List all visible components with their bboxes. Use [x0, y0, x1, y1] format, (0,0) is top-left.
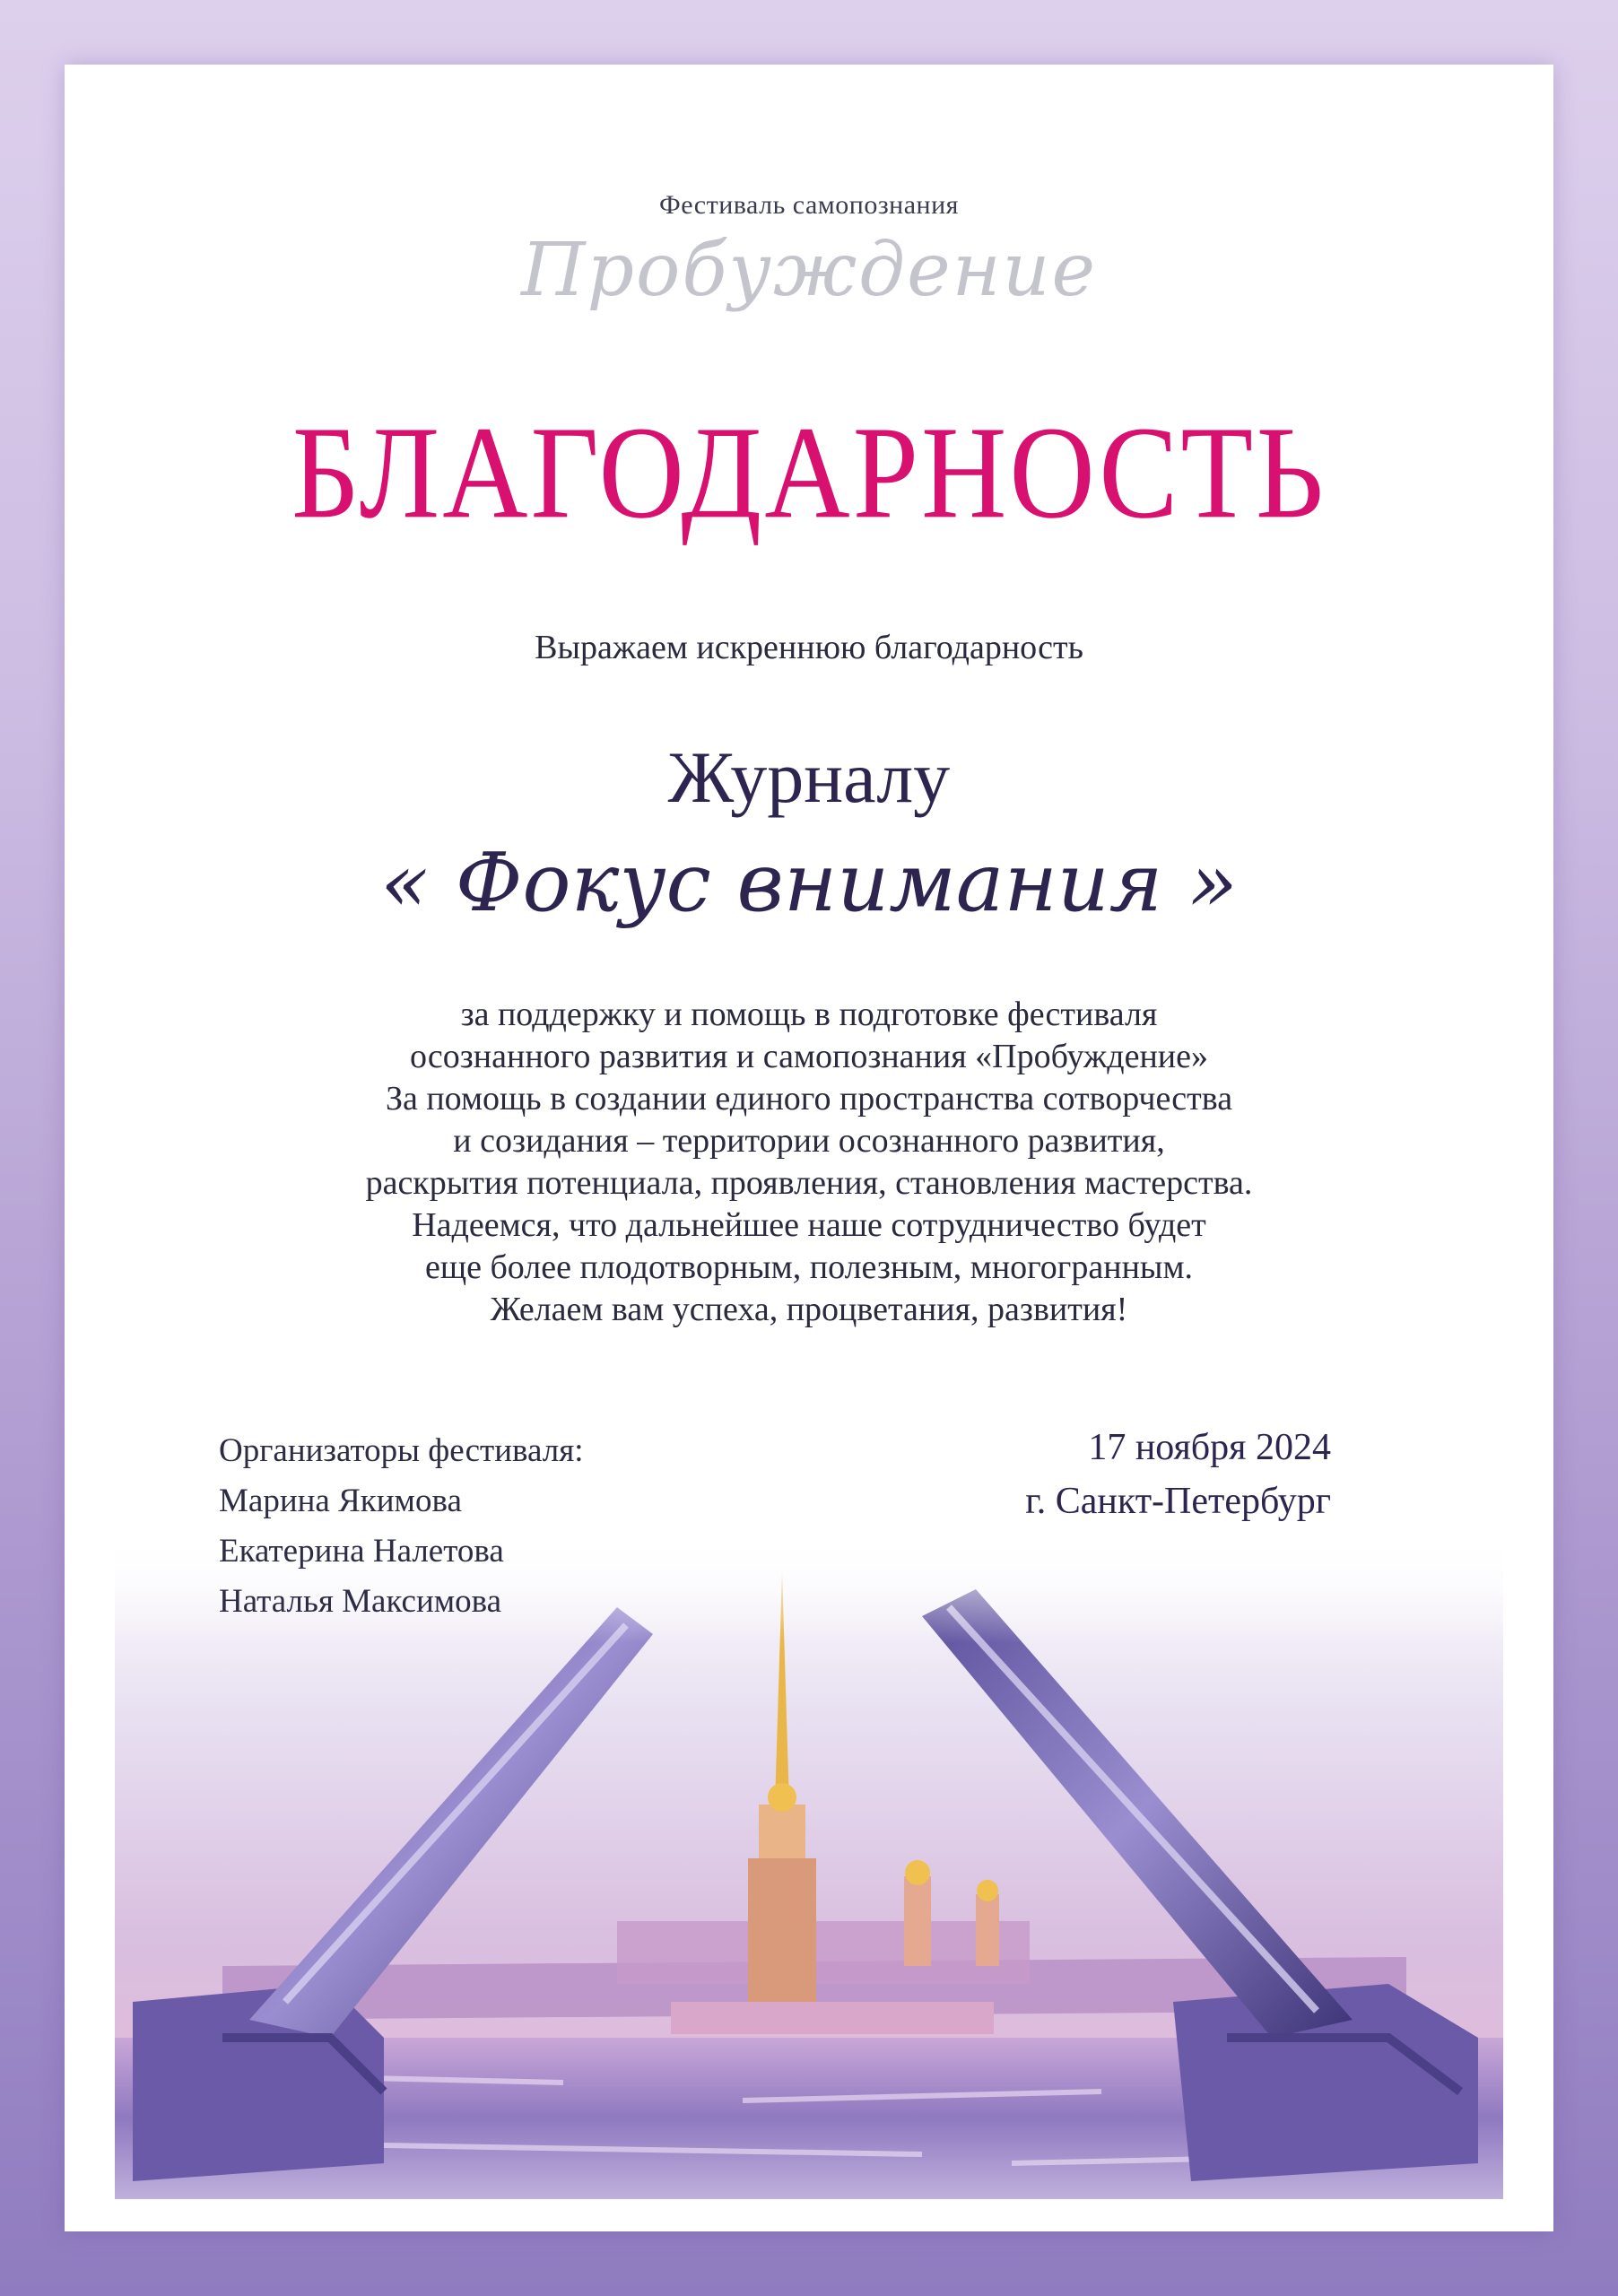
certificate-sheet: [65, 65, 1553, 2231]
body-line: Надеемся, что дальнейшее наше сотрудничество будет: [412, 1206, 1206, 1244]
certificate-title: БЛАГОДАРНОСТЬ: [291, 398, 1327, 546]
body-text: [65, 994, 1553, 1331]
event-date: 17 ноября 2024: [1088, 1427, 1331, 1468]
organizers-label: Организаторы фестиваля:: [219, 1432, 584, 1469]
organizer-name: Марина Якимова: [219, 1483, 462, 1519]
festival-logo-name: Пробуждение: [520, 228, 1098, 313]
body-line: еще более плодотворным, полезным, многогранным.: [424, 1248, 1194, 1286]
body-line: Желаем вам успеха, процветания, развития!: [490, 1291, 1128, 1328]
date-place-block: [1025, 1421, 1331, 1528]
body-line: осознанного развития и самопознания «Пробуждение»: [409, 1038, 1208, 1075]
gratitude-expression: Выражаем искреннюю благодарность: [535, 629, 1083, 666]
body-line: за поддержку и помощь в подготовке фестиваля: [460, 996, 1158, 1033]
organizer-name: Екатерина Налетова: [219, 1533, 504, 1570]
organizer-name: Наталья Максимова: [219, 1583, 502, 1620]
drawbridge-painting: [115, 1535, 1503, 2199]
festival-label: Фестиваль самопознания: [659, 190, 959, 220]
recipient-label: Журналу: [667, 736, 951, 818]
drawbridge-illustration: [115, 1535, 1503, 2199]
body-line: и созидания – территории осознанного развития,: [453, 1122, 1165, 1160]
organizers-block: [219, 1426, 584, 1627]
event-place: г. Санкт-Петербург: [1025, 1481, 1331, 1522]
recipient-name: « Фокус внимания »: [380, 836, 1238, 930]
body-line: За помощь в создании единого пространства сотворчества: [385, 1080, 1233, 1118]
body-line: раскрытия потенциала, проявления, становления мастерства.: [365, 1164, 1253, 1202]
